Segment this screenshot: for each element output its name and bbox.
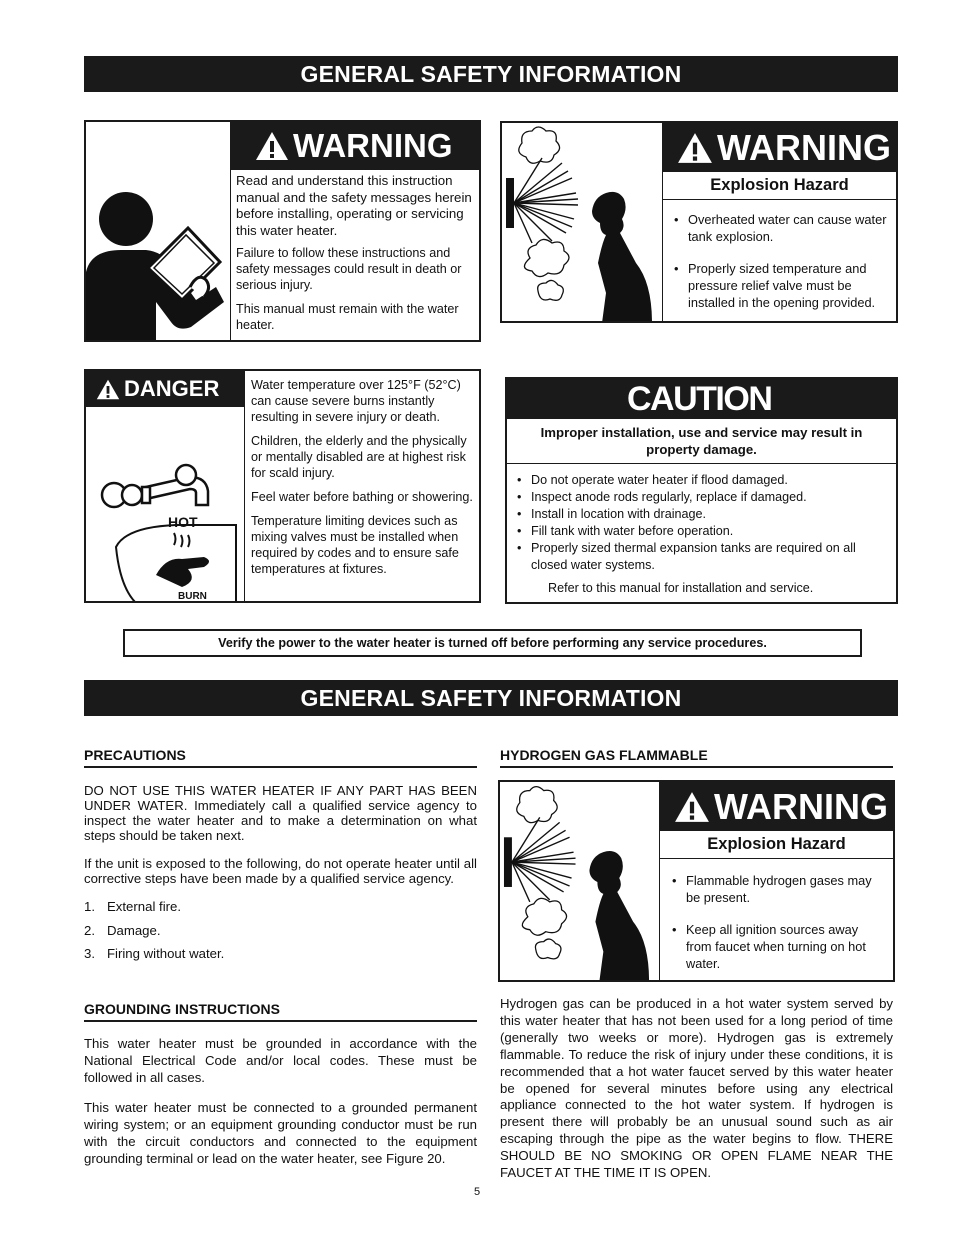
warning-signal-word: WARNING bbox=[660, 782, 893, 831]
list-item: • Fill tank with water before operation. bbox=[517, 523, 888, 540]
warning-signal-word: WARNING bbox=[663, 123, 896, 172]
caution-bullets bbox=[517, 472, 888, 574]
list-item: • Inspect anode rods regularly, replace if damaged. bbox=[517, 489, 888, 506]
hazard-heading: Explosion Hazard bbox=[660, 831, 893, 859]
list-item: • Overheated water can cause water tank explosion. bbox=[674, 211, 892, 245]
precautions-text: If the unit is exposed to the following, do not operate heater until all corrective steps have been made by a qualified service agency. bbox=[84, 856, 477, 886]
alert-triangle-icon bbox=[96, 379, 120, 400]
list-item: • Install in location with drainage. bbox=[517, 506, 888, 523]
list-item: • Do not operate water heater if flood damaged. bbox=[517, 472, 888, 489]
warning-read-manual-panel bbox=[84, 120, 481, 342]
list-item: 2. Damage. bbox=[84, 922, 161, 938]
section-banner-top: GENERAL SAFETY INFORMATION bbox=[84, 56, 898, 92]
grounding-text: This water heater must be grounded in accordance with the National Electrical Code and/or local codes. These must be followed in all cases. bbox=[84, 1036, 477, 1085]
danger-text: Temperature limiting devices such as mixing valves must be installed when required by codes and to ensure safe temperatures at fixtures. bbox=[251, 514, 459, 576]
alert-triangle-icon bbox=[255, 131, 289, 161]
list-item: • Properly sized thermal expansion tanks are required on all closed water systems. bbox=[517, 540, 888, 574]
hot-label: HOT bbox=[168, 514, 198, 530]
section-banner-bottom: GENERAL SAFETY INFORMATION bbox=[84, 680, 898, 716]
warning-explosion-panel bbox=[500, 121, 898, 323]
reading-person-pictogram bbox=[86, 122, 231, 340]
hazard-heading: Explosion Hazard bbox=[663, 172, 896, 200]
list-item: 3. Firing without water. bbox=[84, 946, 225, 961]
grounding-text: This water heater must be connected to a grounded permanent wiring system; or an equipment grounding conductor must be run with the circuit conductors and connected to the equipment grounding terminal or lead on the water heater, see Figure 20. bbox=[84, 1100, 477, 1166]
caution-signal-word: CAUTION bbox=[507, 379, 896, 419]
list-item: • Properly sized temperature and pressure relief valve must be installed in the opening provided. bbox=[674, 260, 892, 311]
scald-hand-pictogram bbox=[86, 371, 245, 601]
service-notice: Verify the power to the water heater is turned off before performing any service procedures. bbox=[123, 629, 862, 657]
precautions-text: DO NOT USE THIS WATER HEATER IF ANY PART HAS BEEN UNDER WATER. Immediately call a qualified service agency to inspect the water heater and to make a determination on what steps should be taken next. bbox=[84, 783, 477, 843]
alert-triangle-icon bbox=[677, 132, 713, 164]
danger-scald-panel bbox=[84, 369, 481, 603]
divider bbox=[84, 1020, 477, 1022]
precautions-heading: PRECAUTIONS bbox=[84, 747, 186, 763]
divider bbox=[84, 766, 477, 768]
exploding-faucet-pictogram bbox=[500, 782, 660, 980]
warning-text: Read and understand this instruction manual and the safety messages herein before installing, operating or servicing this water heater. bbox=[236, 173, 472, 238]
danger-signal-word: DANGER bbox=[86, 371, 244, 407]
hazard-bullets bbox=[672, 872, 879, 972]
precautions-body bbox=[84, 783, 477, 966]
warning-text: Failure to follow these instructions and safety messages could result in death or serious injury. bbox=[236, 246, 462, 292]
warning-hydrogen-panel bbox=[498, 780, 895, 982]
warning-signal-word: WARNING bbox=[231, 122, 479, 170]
list-item: 1. External fire. bbox=[84, 899, 182, 914]
list-item: • Keep all ignition sources away from faucet when turning on hot water. bbox=[672, 921, 879, 972]
grounding-body bbox=[84, 1035, 477, 1180]
hydrogen-body: Hydrogen gas can be produced in a hot water system served by this water heater that has not been used for a long period of time (generally two weeks or more). Hydrogen gas is extremely flammable. To reduce the risk of injury under these conditions, it is recommended that a hot water faucet served by this water heater be opened for several minutes before using any electrical appliance connected to the hot water system. If hydrogen is present there will probably be an unusual sound such as air escaping through the pipe as the water begins to flow. THERE SHOULD BE NO SMOKING OR OPEN FLAME NEAR THE FAUCET AT THE TIME IT IS OPEN. bbox=[500, 996, 893, 1181]
hazard-bullets bbox=[674, 211, 892, 311]
list-item: • Flammable hydrogen gases may be present. bbox=[672, 872, 879, 906]
exploding-faucet-pictogram bbox=[502, 123, 663, 321]
caution-heading: Improper installation, use and service may result in property damage. bbox=[507, 419, 896, 464]
burn-label: BURN bbox=[178, 591, 207, 602]
divider bbox=[500, 766, 893, 768]
danger-text: Children, the elderly and the physically or mentally disabled are at highest risk for scald injury. bbox=[251, 434, 467, 480]
danger-text: Water temperature over 125°F (52°C) can cause severe burns instantly resulting in severe injury or death. bbox=[251, 378, 461, 424]
caution-footer: Refer to this manual for installation and service. bbox=[548, 581, 814, 595]
grounding-heading: GROUNDING INSTRUCTIONS bbox=[84, 1001, 280, 1017]
page-number: 5 bbox=[473, 1186, 481, 1198]
caution-property-panel bbox=[505, 377, 898, 604]
danger-text: Feel water before bathing or showering. bbox=[251, 490, 473, 504]
warning-text: This manual must remain with the water heater. bbox=[236, 302, 459, 332]
alert-triangle-icon bbox=[674, 791, 710, 823]
precautions-list bbox=[84, 895, 477, 966]
hydrogen-heading: HYDROGEN GAS FLAMMABLE bbox=[500, 747, 708, 763]
